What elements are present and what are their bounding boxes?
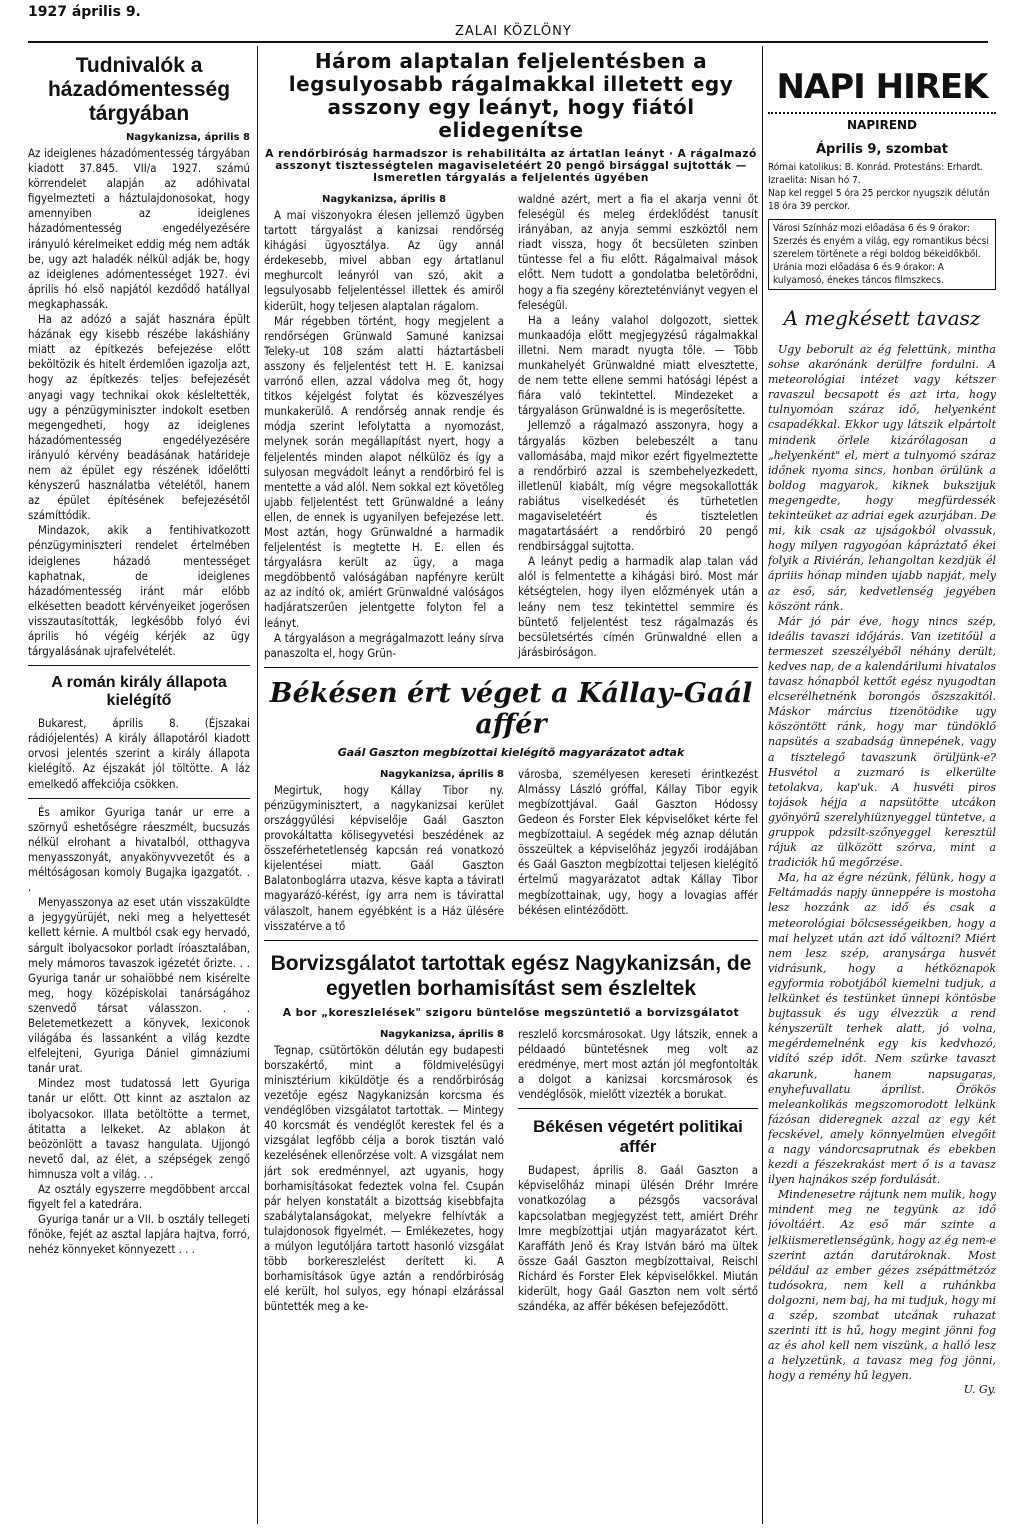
article-headline: A román király állapota kielégítő xyxy=(51,674,227,710)
page-date: 1927 április 9. xyxy=(28,4,141,20)
story-paragraph: Mindez most tudatossá lett Gyuriga tanár ur előtt. Ott kinnt az asztalon az ibolyacsokor. Illata betöltötte a termet, átitatta a lelkeket. Az ablakon át beözönlött a tavasz hangulata. Ujjongó nevető dal, az élet, a szépségek zengő himnusza volt a világ. . . xyxy=(28,1076,250,1181)
cinema-listing: Városi Színház mozi előadása 6 és 9 órakor: Szerzés és enyém a világ, egy romantikus bécsi szerelem története a régi boldog békeidőkből. xyxy=(773,223,989,260)
left-column xyxy=(28,46,250,1526)
article-headline: Békésen végetért politikai affér xyxy=(533,1117,743,1157)
calendar-info: Római katolikus: B. Konrád. Protestáns: Erhardt. Izraelita: Nisan hó 7. xyxy=(768,162,984,186)
column-divider xyxy=(762,46,763,1524)
dotted-rule xyxy=(768,112,996,114)
article-paragraph: A mai viszonyokra élesen jellemző ügyben tartott tárgyalást a kanizsai rendőrség kihágási ügyosztálya. Az ügy annál érdekesebb, mivel abban egy ártatlanul meghurcolt leányról van szó, akit a legsulyosabb feljelentéssel illettek és amiről kiderült, hogy teljesen alaptalan rágalom. xyxy=(264,208,504,313)
article-dateline: Nagykanizsa, április 8 xyxy=(125,132,250,143)
article-subheadline: A bor „koreszlelések" szigoru büntelőse megszüntetiő a borvizsgálatot xyxy=(282,1006,740,1019)
author-signature: U. Gy. xyxy=(963,1383,996,1397)
article-paragraph: Mindazok, akik a fentihivatkozott pénzügyminiszteri rendelet értelmében ideiglenes házadó mentességet kaphatnak, de ideiglenes házadómentesség iránt már előbb elkésetten beadott kérvényeiket jogerősen visszautasították, legkésőbb folyó évi április hó végéig kérjék az ügy tárgyalásának ujrafelvételét. xyxy=(28,523,250,659)
article-separator xyxy=(28,665,250,666)
main-article-body xyxy=(264,192,758,661)
article-paragraph: waldné azért, mert a fia el akarja venni őt feleségül és meleg érdeklődést tanusít irányában, az anyja semmi eszköztől nem riadt vissza, hogy őt becsületen szinben tüntesse fel a fiu előtt. Rágalmaival mások előtt. Nem tudott a gondolatba beletörődni, hogy a fia szegény körezteténviányt vegyen el feleségül. xyxy=(518,192,758,312)
article-paragraph: Budapest, április 8. Gaál Gaszton a képviselőház minapi ülésén Dréhr Imrére vonatkozólag a pézsgős vacsorával kapcsolatban megjegyzést tett, amiért Dréhr Imre megbízottjai utján magyarázatot kért. Karaffáth Jenő és Kray István báró ma ültek össze Gaál Gaszton megbízottaival, Reischl Richárd és Forster Elek képviselőkkel. Miután kiderült, hogy Gaál Gaszton nem volt sértő szándéka, az affér békésen befejeződött. xyxy=(518,1163,758,1314)
header-rule xyxy=(28,41,988,43)
middle-column xyxy=(264,46,758,1526)
story-paragraph: Gyuriga tanár ur a VII. b osztály tellegeti főnöke, fejét az asztal lapjára hajtva, forró, nehéz könnyeket könnyezett . . . xyxy=(28,1212,250,1257)
article-paragraph: A leányt pedig a harmadik alap talan vád alól is felmentette a kihágási biró. Most már kétségtelen, hogy ilyen előzmények után a leány nem tesz tekintettel semmire és büntető feljelentést tesz rágalmazás és becsületsértés címén Grünwaldné ellen a járásbiróságon. xyxy=(518,554,758,659)
article-paragraph: reszlelő korcsmárosokat. Ugy látszik, ennek a példaadó büntetésnek meg volt az eredménye, mert most aztán jól megfontolták a dolgot a kanizsai korcsmárosok és vendéglősök, mielőtt vizezték a borukat. xyxy=(518,1026,758,1102)
borviz-article-body xyxy=(264,1027,758,1315)
article-dateline: Nagykanizsa, április 8 xyxy=(379,1028,504,1040)
story-paragraph: Az osztály egyszerre megdöbbent arccal figyelt fel a katedrára. xyxy=(28,1182,250,1212)
feuilleton-paragraph: Ugy beborult az ég felettünk, mintha sohse akarónánk derülfre fordulni. A meteorológiai intézet vagy kétszer ravaszul becsapott és azt irta, hogy tulnyomóan száraz idő, helyenként csapadékkal. Ekkor ugy látszik elpártolt mindenk örlele kizárólagosan a „helyenként" el, mert a tulnyomó száraz időnek nyoma sincs, honban örülünk a boldog magyarok, kiknek bukszijuk megengedte, hogy megfürdessék tekinteüket az adriai egek azurjában. De mi, kik csak az ujságokból olvassuk, hogy milyen ragyogóan kápráztatő ékei folyik a Riviérán, lehangoltan kezdjük él ápriiis hónap minden ujabb napját, mely az eső, sár, kedvetlenség jegyében köszönt ránk. xyxy=(768,343,996,613)
article-paragraph: A tárgyaláson a megrágalmazott leány sírva panaszolta el, hogy Grün- xyxy=(264,630,504,660)
feuilleton-title: A megkésett tavasz xyxy=(783,306,981,330)
article-headline: Tudnivalók a házadómentesség tárgyában xyxy=(47,54,231,125)
feuilleton-paragraph: Már jó pár éve, hogy nincs szép, ideális tavaszi időjárás. Van izetitőül a termeszet szeszélyéből néhány derült, kedves nap, de a kalendárilumi hivatalos tavasz hónapból kettőt egész nyugodtan elcserélhetnénk borongós őszszakitól. Máskor március tizenötödike ugy köszöntött ránk, hogy mar tündöklő napsütés a szabadság ünnepének, vagy a tisztelegő tavaszunk örüljünk-e? Husvétol a zuzmaró is elkerülte tetolakva, kap'uk. A husvéti piros tojások héjja a napsütötte utcákon gyönyörű szerelyhiüznyeggel tüntetve, a gruppok pdzsilt-szőnyeggel keresztül rájuk az ülközött szórva, mint a tradiciók hű megőrzése. xyxy=(768,614,996,870)
column-divider xyxy=(257,46,258,1524)
article-separator xyxy=(518,1108,758,1109)
feuilleton-paragraph: Mindenesetre rájtunk nem mulik, hogy mindent meg ne tegyünk az idő jóvoltáért. Az eső már szinte a jelkiismeretlenségünk, hogy az ég nem-e szerint aztán darutároknak. Most például az ember gézes zsépáttmétzóz tudósokra, nem kell a ruhánkba dolgozni, nem baj, ha mi tudjuk, hogy mi a szép, szombat utcának ruhazat szerinti itt is hű, hogy megint jönni fog az és ahol kell nem viszünk, a halló lesz a helyzetünk, a tavasz meg fog jönni, hogy a remény hű legyen. xyxy=(768,1188,996,1383)
calendar-info: Nap kel reggel 5 óra 25 perckor nyugszik délután 18 óra 39 perckor. xyxy=(768,188,990,212)
article-paragraph: Ha az adózó a saját hasznára épült házának egy kisebb részébe lakáshiány miatt az építkezés befejezése előtt beköltözik és hitelt érdemlően igazolja azt, hogy az építkezés teljes befejezését anyagi vagy technikai okok késleltették, ugy a pénzügyminiszter indokolt esetben megengedheti, hogy az ideiglenes házadómentesség engedélyezésére irányuló kérvény beadásának határideje nem az épület egy részének időelőtti kényszerű használatba vételétől, hanem az épület építésének befejezésétől számíttódik. xyxy=(28,312,250,523)
article-separator xyxy=(264,940,758,941)
main-subheadline: A rendőrbiróság harmadszor is rehabilitálta az ártatlan leányt · A rágalmazó asszonyt tisztességtelen magaviseletéért 20 pengő birsággal sujtották — Ismeretlen tárgyalás a feljelentés ügyében xyxy=(265,148,757,184)
article-headline: Békésen ért véget a Kállay-Gaál affér xyxy=(269,677,753,740)
article-dateline: Nagykanizsa, április 8 xyxy=(321,194,447,205)
feuilleton-paragraph: Ma, ha az égre nézünk, félünk, hogy a Feltámadás napjy ünneppére is mostoha lesz hozzánk az idő és csak a meteorológiai bölcsességeikben, hogy a mai helyzet után azt idő változni? Miért nem lesz szép, aranysárga husvét vidrásunk, hogy a hétköznapok egyformia robotjából kiemelni tudjuk, a lelkünket és testünket ünnepi köntösbe bujtassuk és ugy élvezzük a rend kényszerült terhek alatt, jó volna, megérdemelnénk egy kis kedvhozó, vidító szép időt. Nem szürke tavaszt akarunk, hanem napsugaras, enyhefuvallatu áprilist. Örökös meleankolikás megszomorodott lelkünk fázósan dideregnek azzal az egy két fecskével, amely könnyelmüen elvegőit a nagy vándorcsaprutnak és ebekben kezdi a fészekrakást mert ő is a tavasz ilyen hajnákos szép fordulását. xyxy=(768,871,996,1187)
section-title: NAPI HIREK xyxy=(776,67,988,107)
article-paragraph: Megirtuk, hogy Kállay Tibor ny. pénzügyminisztert, a nagykanizsai kerület országgyűlési képviselője Gaál Gaszton provokáltatta kölisegyvetési beszédének az összeférhetetlenség kapcsán reá vonatkozó kijelentései miatt. Gaál Gaszton Balatonboglárra utazva, késve kapta a táviratI magyarázó-kérést, így arra nem is távirattal válaszolt, hanem egyébként is a Ház ülésére visszatérve a tő xyxy=(264,782,504,933)
cinema-box xyxy=(768,219,996,290)
right-column xyxy=(768,46,996,1526)
article-separator xyxy=(28,798,250,799)
calendar-heading: NAPIREND xyxy=(846,118,918,132)
article-paragraph: Tegnap, csütörtökön délután egy budapesti borszakértő, mint a földmivelésügyi minisztérium kiküldötje és a rendőrbiróság vezetője egész Nagykanizsán korcsma és vendéglőben vizsgálatot tartottak. — Mintegy 40 korcsmát és vendéglőt kerestek fel és a vizsgálat legfőbb célja a borok tisztán való kezelésének ellenőrzése volt. A vizsgálat nem járt sok eredménnyel, azt ugyanis, hogy borhamisításokat fedeztek volna fel. Csupán pár helyen konstatált a bizottság kisebbfajta szabálytalanságokat, melyekre felhívták a tulajdonosok figyelmét. — Emlékezetes, hogy a múlyon legutóljára tartott hasonló vizsgálat több borkereszlelést derített ki. A borhamisítások ügye aztán a rendőrbiróság elé került, hol sulyos, egy hónapi elzárással büntették meg a ke- xyxy=(264,1042,504,1314)
newspaper-name: ZALAI KÖZLÖNY xyxy=(455,24,572,39)
article-paragraph: városba, személyesen kereseti érintkezést Almássy László gróffal, Kállay Tibor egyik megbízottjával. Gaál Gaszton Hódossy Gedeon és Forster Elek képviselőket kérte fel megbízottaiul. A segédek még aznap délután összeültek a képviselőház jegyzői irodájában és Gaál Gaszton megbízottai teljesen kielégítő értelmű magyarázatot adtak Kállay Tibor megbízottainak, ugy, hogy a lovagias affér békésen elintéződött. xyxy=(518,766,758,917)
article-paragraph: Jellemző a rágalmazó asszonyra, hogy a tárgyalás közben belebeszélt a tanu vallomásába, majd mikor ezért figyelmeztette a rendőrbiró azzal is szembehelyezkedett, illetlenül kiabált, míg végre megsokallották rabiátus viselkedését és türhetetlen magaviseletéért és tiszteletlen magatartásáért a rendőrbiró 20 pengő rendbirsággal sujtotta. xyxy=(518,418,758,554)
kallay-article-body xyxy=(264,767,758,934)
main-headline: Három alaptalan feljelentésben a legsulyosabb rágalmakkal illetett egy asszony egy leányt, hogy fiától elidegenítse xyxy=(288,49,734,142)
article-paragraph: Már régebben történt, hogy megjelent a rendőrségen Grünwald Samuné kanizsai Teleky-ut 108 szám alatti háztartásbeli asszony és feljelentést tett H. E. kanizsai varrónő ellen, azzal vádolva meg őt, hogy titkos kéjelgést folytat és közveszélyes munkakerülő. A rendőrség annak rendje és módja szerint lefolytatta a nyomozást, melynek során megállapítást nyert, hogy a feljelentés minden alapot nélkülöz és így a sulyosan megvádolt leányt a rendőrbiró fel is mentette a vád alól. Nem sokkal ezt követőleg ujabb feljelentést tett Grünwaldné a leány ellen, de ennek is ugyanilyen befejezése lett. Most aztán, hogy Grünwaldné a harmadik feljelentést is megtette H. E. ellen és tárgyalásra került az ügy, a maga megdöbbentő valóságában napfényre került az az indító ok, amiért Grünwaldné valóságos hadjáratszerűen jelentgette folyton fel a leányt. xyxy=(264,313,504,630)
calendar-day: Április 9, szombat xyxy=(816,142,948,157)
article-paragraph: Ha a leány valahol dolgozott, siettek munkaadója előtt megjegyzésű rágalmakkal illetni. Nem maradt nyugta tőle. — Több munkahelyét Grünwaldné miatt elvesztette, de nem tette ellene semmi hatósági lépést a fiára való tekintettel. Mindezeket a tárgyaláson Grünwaldné is is megerősítette. xyxy=(518,312,758,418)
story-paragraph: És amikor Gyuriga tanár ur erre a szörnyű eshetőségre ráeszmélt, bucsuzás nélkül elrohant a hivatalból, otthagyva menyasszonyát, anyakönyvvezetőt és a méltóságosan komoly Bugajka igazgatót. . . xyxy=(28,804,250,895)
story-paragraph: Menyasszonya az eset után visszaküldte a jegygyürüjét, neki meg a helyettesét kellett kérnie. A multból csak egy hervadó, sárgult ibolyacsokor porladt íróasztalában, mely mámoros tavaszok igézetét őrizte. . . Gyuriga tanár ur sohaiöbbé nem kisérelte meg, hogy középiskolai tanárságához szenvedő társat válasszon. . . Beletemetkezett a könyvek, lexiconok világába és lassanként a világ kezdte elfelejteni, Gyuriga Dániel gimnáziumi tanár urat. xyxy=(28,895,250,1076)
page-header xyxy=(0,0,1024,44)
article-subheadline: Gaál Gaszton megbízottai kielégítő magyarázatot adtak xyxy=(337,745,685,759)
article-paragraph: Az ideiglenes házadómentesség tárgyában kiadott 37.845. VII/a 1927. számú körrendelet alapján az adóhivatal figyelmezteti a háztulajdonosokat, hogy amennyiben az ideiglenes házadómentesség engedélyezésére irányuló kérelmeiket eddig még nem adták be, ugy azt haladék nélkül adják be, hogy az ideiglenes adómentességet 1927. évi április hó első napjától kezdődő hatállyal megkaphassák. xyxy=(28,146,250,311)
cinema-listing: Uránia mozi előadása 6 és 9 órakor: A kulyamosó, énekes táncos filmszkecs. xyxy=(773,262,944,286)
article-paragraph: Bukarest, április 8. (Éjszakai rádiójelentés) A király állapotáról kiadott orvosi jelentés szerint a király állapota kielégítő. Az éjszakát jól töltötte. A láz emelkedő affekciója csökken. xyxy=(28,716,250,791)
article-headline: Borvizsgálatot tartottak egész Nagykanizsán, de egyetlen borhamisítást sem észleltek xyxy=(270,951,752,1000)
article-separator xyxy=(264,667,758,668)
article-dateline: Nagykanizsa, április 8 xyxy=(379,768,504,780)
